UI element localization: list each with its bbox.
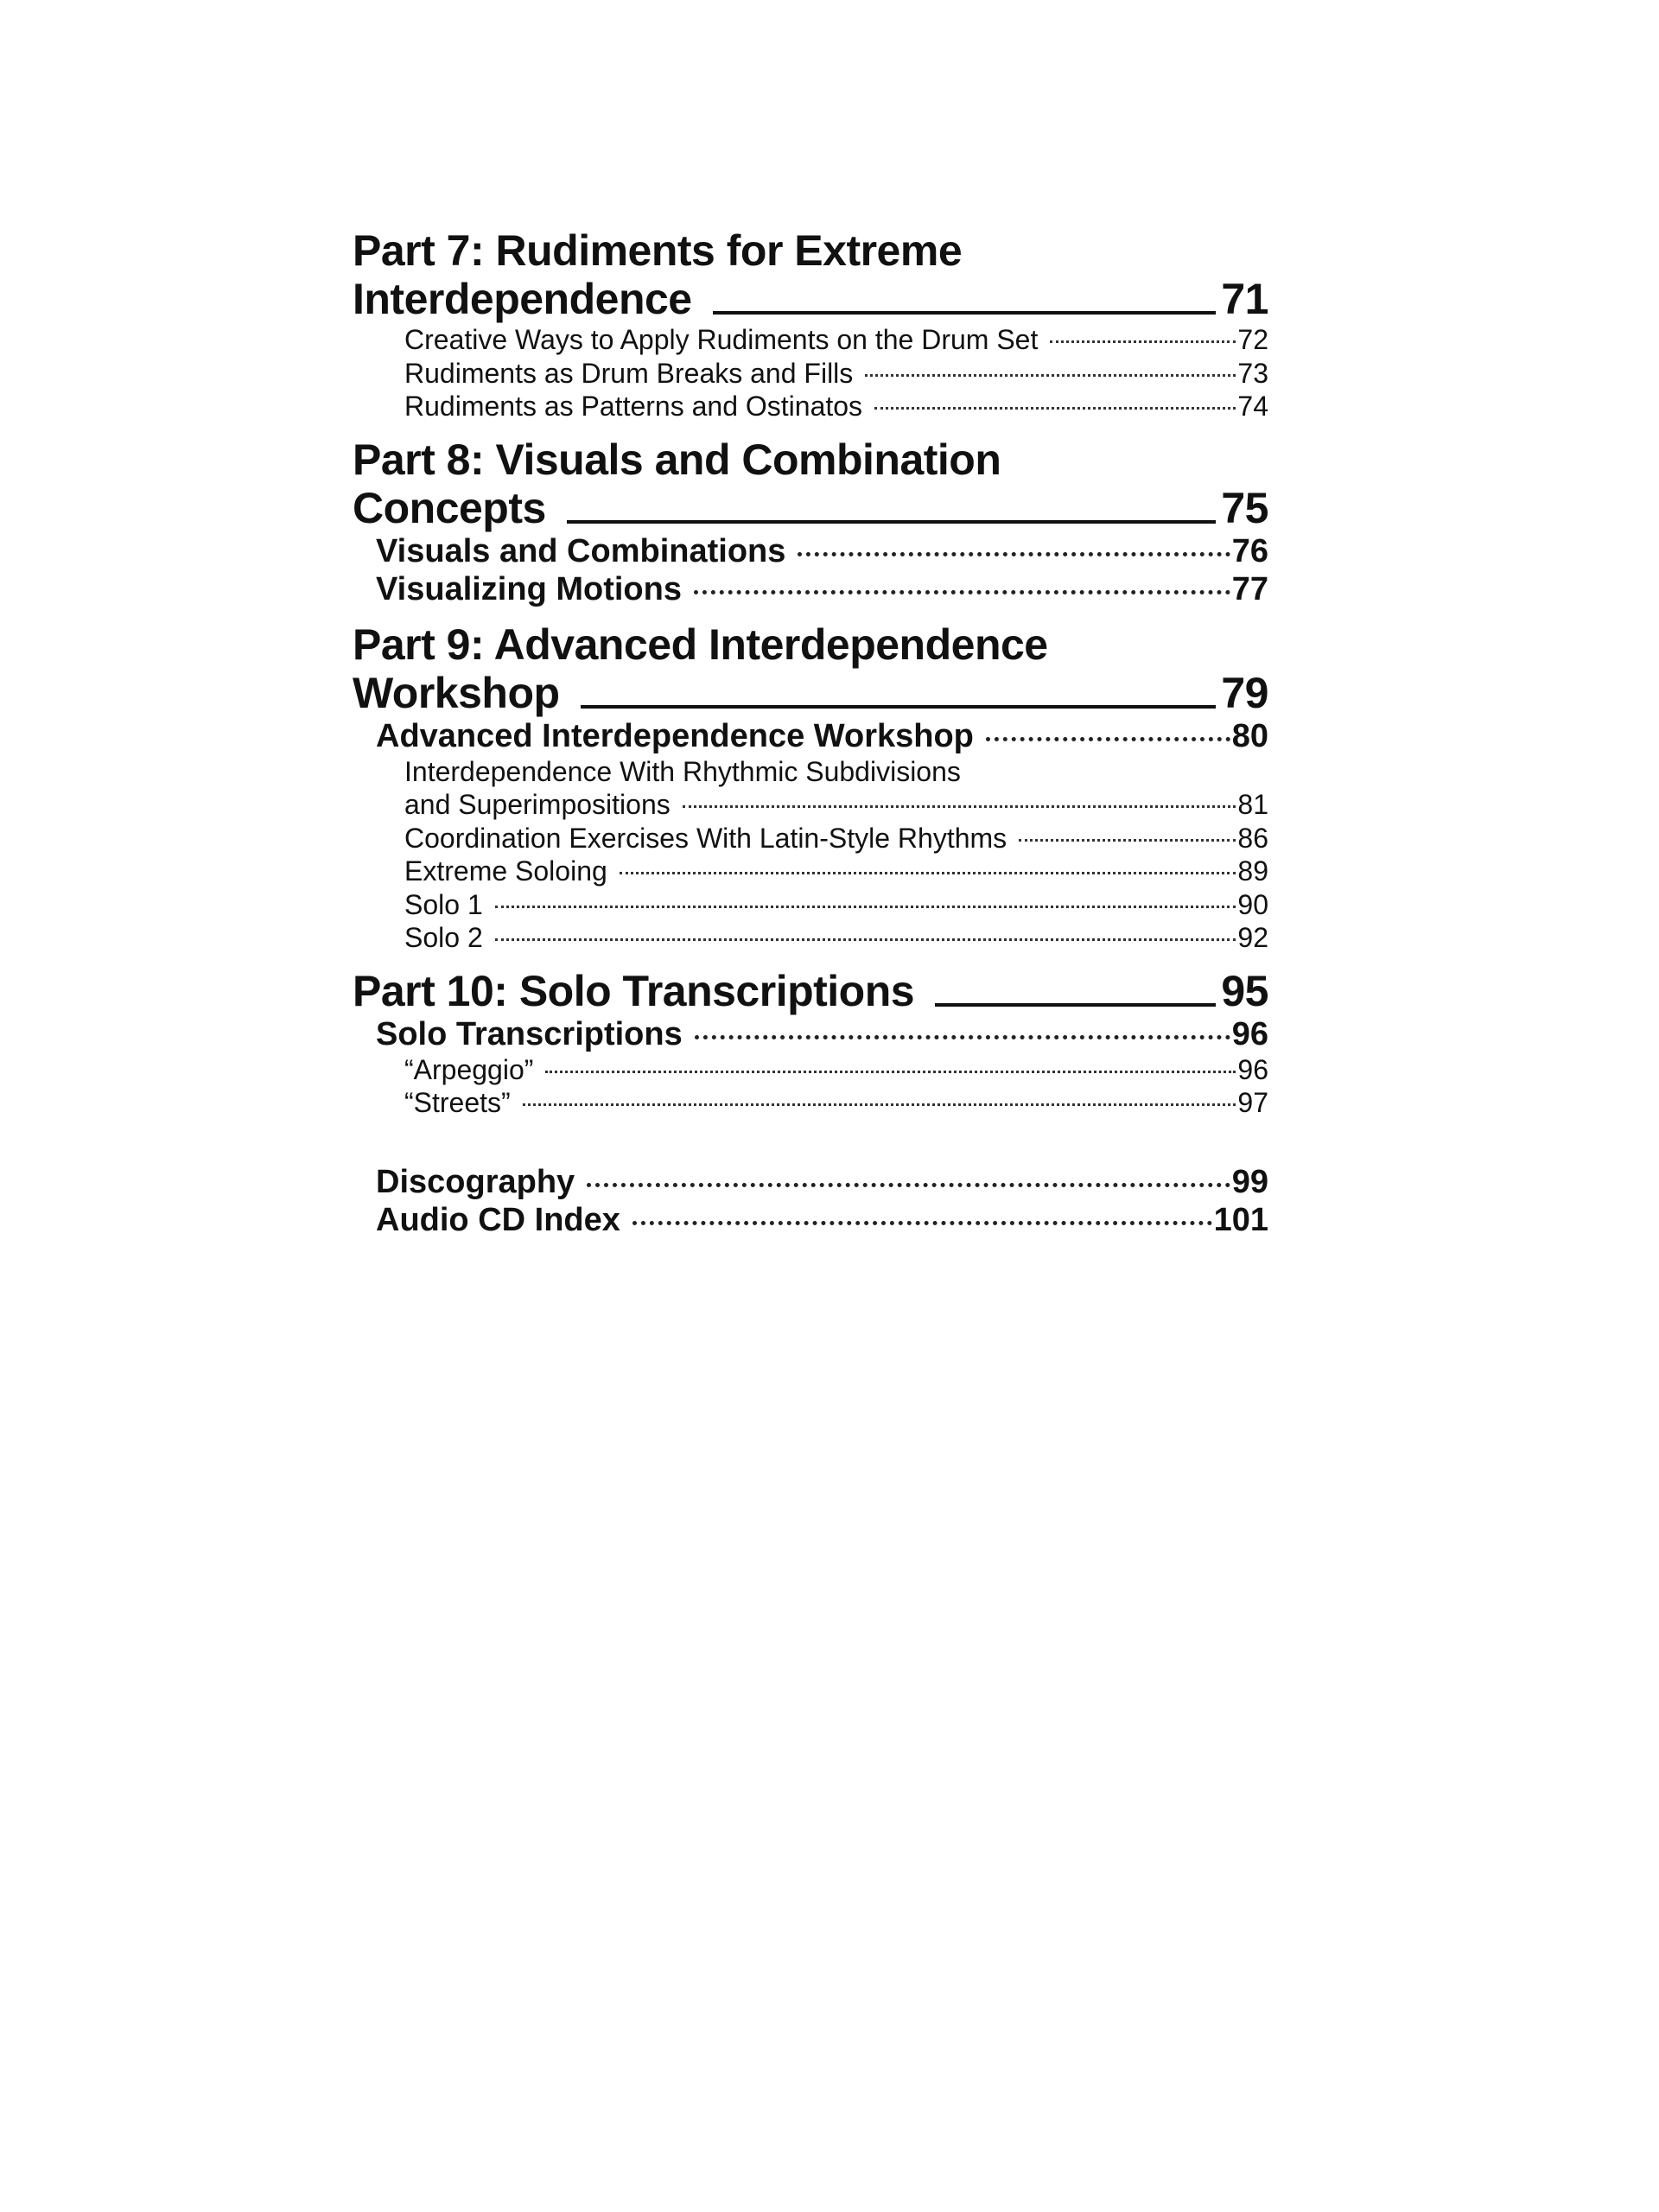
toc-subentry-first-line: Interdependence With Rhythmic Subdivisions xyxy=(404,755,961,787)
part-title: Workshop xyxy=(353,668,560,717)
dot-leader xyxy=(587,1183,1230,1187)
dot-leader xyxy=(986,737,1230,741)
dot-leader xyxy=(694,590,1230,594)
part-title: Part 10: Solo Transcriptions xyxy=(353,966,915,1015)
table-of-contents xyxy=(353,226,1268,1239)
dot-leader xyxy=(1019,839,1236,842)
dot-leader xyxy=(683,805,1236,808)
entry-label: Visuals and Combinations xyxy=(376,532,786,569)
title-rule xyxy=(567,520,1217,524)
entry-label: and Superimpositions xyxy=(404,789,671,820)
page-number: 72 xyxy=(1237,324,1268,355)
page-number: 74 xyxy=(1237,391,1268,422)
toc-discography-entry xyxy=(353,1163,1268,1201)
toc-section-entry xyxy=(353,717,1268,755)
page-number: 79 xyxy=(1221,668,1268,717)
entry-label: Extreme Soloing xyxy=(404,855,607,887)
part-8-heading xyxy=(353,435,1268,532)
dot-leader xyxy=(495,906,1236,908)
part-title: Interdependence xyxy=(353,275,692,323)
page-number: 96 xyxy=(1231,1015,1268,1052)
dot-leader xyxy=(695,1035,1230,1039)
page-number: 95 xyxy=(1221,966,1268,1015)
entry-label: Visualizing Motions xyxy=(376,570,682,607)
toc-subentry xyxy=(353,1086,1268,1120)
part-title-line1: Part 9: Advanced Interdependence xyxy=(353,620,1048,669)
toc-subentry xyxy=(353,888,1268,922)
title-rule xyxy=(935,1003,1216,1007)
part-7-heading xyxy=(353,226,1268,323)
page-number: 81 xyxy=(1237,789,1268,820)
part-title-line xyxy=(353,967,1268,1015)
toc-subentry xyxy=(353,357,1268,391)
entry-label: Coordination Exercises With Latin-Style Rhythms xyxy=(404,822,1007,854)
toc-subentry xyxy=(353,855,1268,888)
entry-label: “Arpeggio” xyxy=(404,1053,534,1085)
entry-label: Rudiments as Patterns and Ostinatos xyxy=(404,391,863,422)
dot-leader xyxy=(865,374,1236,377)
part-title: Concepts xyxy=(353,483,546,532)
toc-subentry xyxy=(353,323,1268,357)
page-number: 97 xyxy=(1237,1087,1268,1118)
page-number: 92 xyxy=(1237,922,1268,953)
dot-leader xyxy=(1050,340,1236,343)
title-rule xyxy=(713,311,1217,315)
entry-label: Solo 1 xyxy=(404,888,483,920)
dot-leader xyxy=(495,938,1236,941)
entry-label: “Streets” xyxy=(404,1087,511,1118)
toc-section-entry xyxy=(353,532,1268,570)
toc-subentry xyxy=(353,788,1268,822)
page-number: 90 xyxy=(1237,888,1268,920)
dot-leader xyxy=(523,1103,1236,1106)
page-number: 101 xyxy=(1213,1201,1268,1238)
toc-subentry xyxy=(353,1053,1268,1087)
page-number: 75 xyxy=(1221,483,1268,532)
dot-leader xyxy=(545,1071,1236,1073)
entry-label: Solo 2 xyxy=(404,922,483,953)
part-title-line1: Part 7: Rudiments for Extreme xyxy=(353,226,963,275)
toc-subentry xyxy=(353,822,1268,855)
entry-label: Rudiments as Drum Breaks and Fills xyxy=(404,357,854,389)
entry-label: Solo Transcriptions xyxy=(376,1015,683,1052)
page-number: 76 xyxy=(1231,532,1268,569)
toc-audio-cd-index-entry xyxy=(353,1201,1268,1239)
entry-label: Audio CD Index xyxy=(376,1201,620,1238)
page-number: 89 xyxy=(1237,855,1268,887)
toc-section-entry xyxy=(353,570,1268,608)
dot-leader xyxy=(798,552,1230,556)
dot-leader xyxy=(874,407,1236,410)
page-number: 99 xyxy=(1231,1163,1268,1200)
toc-section-entry xyxy=(353,1015,1268,1053)
part-title-line2 xyxy=(353,669,1268,717)
page-number: 71 xyxy=(1221,275,1268,323)
entry-label: Advanced Interdependence Workshop xyxy=(376,717,974,754)
entry-label: Creative Ways to Apply Rudiments on the Drum Set xyxy=(404,324,1039,355)
toc-subentry xyxy=(353,390,1268,423)
page-number: 96 xyxy=(1237,1053,1268,1085)
entry-label: Discography xyxy=(376,1163,575,1200)
part-title-line2 xyxy=(353,275,1268,323)
part-title-line1: Part 8: Visuals and Combination xyxy=(353,435,1001,484)
title-rule xyxy=(581,705,1217,709)
page-number: 86 xyxy=(1237,822,1268,854)
toc-subentry xyxy=(353,921,1268,955)
part-9-heading xyxy=(353,620,1268,717)
part-title-line2 xyxy=(353,484,1268,532)
page-number: 80 xyxy=(1231,717,1268,754)
dot-leader xyxy=(620,872,1236,874)
page-number: 77 xyxy=(1231,570,1268,607)
page-number: 73 xyxy=(1237,357,1268,389)
dot-leader xyxy=(632,1221,1212,1225)
part-10-heading xyxy=(353,967,1268,1015)
